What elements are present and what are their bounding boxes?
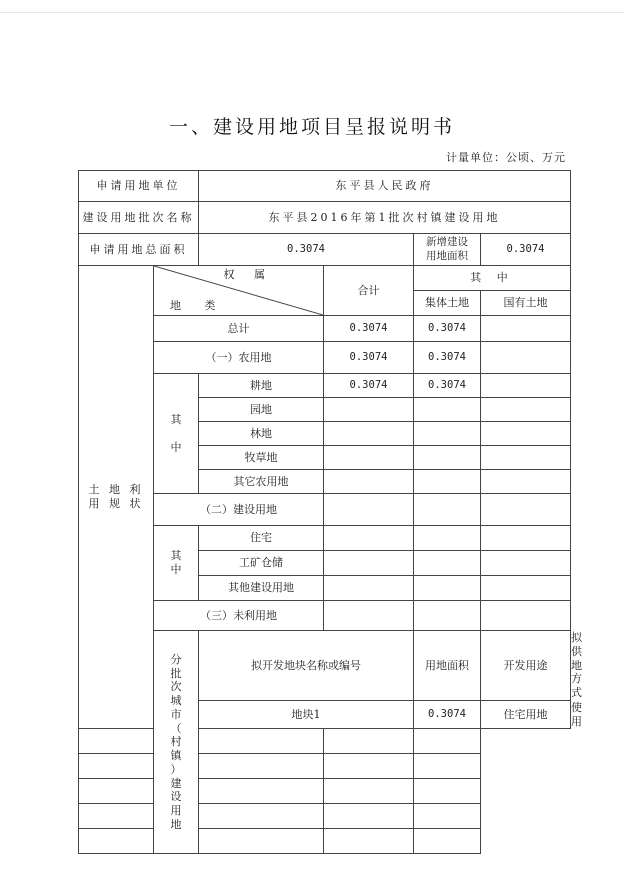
plots-section-char: 镇 bbox=[170, 749, 182, 762]
plot-use-empty bbox=[324, 829, 414, 854]
agri-row-total: 0.3074 bbox=[324, 342, 414, 374]
forest-label: 林地 bbox=[199, 422, 324, 446]
arable-state bbox=[481, 374, 571, 398]
plot-name-header: 拟开发地块名称或编号 bbox=[199, 631, 414, 701]
plot-use-empty bbox=[324, 804, 414, 829]
agri-of-which-label bbox=[154, 374, 199, 494]
plot-use-header: 开发用途 bbox=[481, 631, 571, 701]
batch-row bbox=[79, 202, 571, 234]
construction-of-which-char-1: 其 bbox=[170, 549, 182, 563]
ownership-header: 权 属 bbox=[223, 268, 273, 281]
area-row bbox=[79, 234, 571, 266]
garden-total bbox=[324, 398, 414, 422]
agri-of-which-char-2: 中 bbox=[170, 440, 182, 454]
land-use-header-row-1 bbox=[79, 266, 571, 291]
applicant-row bbox=[79, 171, 571, 202]
plots-section-char: 批 bbox=[170, 666, 182, 680]
diagonal-header-cell bbox=[154, 266, 324, 316]
plot-row: 地块1 0.3074 住宅用地 使用 bbox=[79, 700, 571, 729]
unused-label: （三）未利用地 bbox=[154, 601, 324, 631]
agri-row-state bbox=[481, 342, 571, 374]
applicant-label: 申请用地单位 bbox=[79, 171, 199, 202]
total-row-collective: 0.3074 bbox=[414, 316, 481, 342]
plot-supply-empty bbox=[414, 779, 481, 804]
residential-collective bbox=[414, 526, 481, 551]
forest-collective bbox=[414, 422, 481, 446]
new-area-label bbox=[414, 234, 481, 266]
plot-supply-empty bbox=[414, 804, 481, 829]
pasture-state bbox=[481, 446, 571, 470]
arable-total: 0.3074 bbox=[324, 374, 414, 398]
other-construction-label: 其他建设用地 bbox=[199, 576, 324, 601]
total-area-value: 0.3074 bbox=[199, 234, 414, 266]
of-which-header: 其 中 bbox=[414, 266, 571, 291]
industrial-collective bbox=[414, 551, 481, 576]
construction-collective bbox=[414, 494, 481, 526]
other-construction-state bbox=[481, 576, 571, 601]
construction-state bbox=[481, 494, 571, 526]
plot-area-empty bbox=[199, 829, 324, 854]
plots-section-char: 建 bbox=[170, 776, 182, 790]
total-row-label: 总计 bbox=[154, 316, 324, 342]
arable-collective: 0.3074 bbox=[414, 374, 481, 398]
total-area-label: 申请用地总面积 bbox=[79, 234, 199, 266]
batch-value: 东平县2016年第1批次村镇建设用地 bbox=[199, 202, 571, 234]
state-land-header: 国有土地 bbox=[481, 291, 571, 316]
plot-use: 住宅用地 bbox=[481, 700, 571, 729]
garden-collective bbox=[414, 398, 481, 422]
other-agri-label: 其它农用地 bbox=[199, 470, 324, 494]
plots-section-char: 村 bbox=[170, 735, 182, 749]
plot-area-empty bbox=[199, 729, 324, 754]
project-form-table bbox=[78, 170, 582, 854]
land-use-section-label bbox=[79, 266, 154, 729]
total-header: 合计 bbox=[324, 266, 414, 316]
new-area-value: 0.3074 bbox=[481, 234, 571, 266]
industrial-label: 工矿仓储 bbox=[199, 551, 324, 576]
plot-supply-empty bbox=[414, 729, 481, 754]
plot-area-empty bbox=[199, 804, 324, 829]
plot-row-empty bbox=[79, 729, 571, 754]
industrial-state bbox=[481, 551, 571, 576]
applicant-value: 东平县人民政府 bbox=[199, 171, 571, 202]
total-row-total: 0.3074 bbox=[324, 316, 414, 342]
unused-state bbox=[481, 601, 571, 631]
plot-use-empty bbox=[324, 779, 414, 804]
plots-section-char: 分 bbox=[170, 652, 182, 666]
arable-label: 耕地 bbox=[199, 374, 324, 398]
forest-state bbox=[481, 422, 571, 446]
plot-name: 地块1 bbox=[199, 700, 414, 729]
batch-label: 建设用地批次名称 bbox=[79, 202, 199, 234]
new-area-label-line-1: 新增建设 bbox=[426, 236, 468, 249]
plots-section-char: 次 bbox=[170, 680, 182, 694]
plot-row-empty bbox=[79, 829, 571, 854]
total-row-state bbox=[481, 316, 571, 342]
pasture-total bbox=[324, 446, 414, 470]
plot-supply-empty bbox=[414, 829, 481, 854]
plot-area-header: 用地面积 bbox=[414, 631, 481, 701]
unused-total bbox=[324, 601, 414, 631]
other-agri-total bbox=[324, 470, 414, 494]
pasture-collective bbox=[414, 446, 481, 470]
plot-area: 0.3074 bbox=[414, 700, 481, 729]
plot-name-empty bbox=[79, 829, 199, 854]
document-title: 一、建设用地项目呈报说明书 bbox=[168, 116, 455, 138]
plot-row-empty bbox=[79, 804, 571, 829]
construction-label: （二）建设用地 bbox=[154, 494, 324, 526]
plots-section-char: 市 bbox=[170, 707, 182, 721]
plots-section-char: （ bbox=[170, 721, 182, 735]
unused-collective bbox=[414, 601, 481, 631]
plot-use-empty bbox=[324, 729, 414, 754]
agri-row-collective: 0.3074 bbox=[414, 342, 481, 374]
plots-section-char: 城 bbox=[170, 694, 182, 707]
plots-section-char: 地 bbox=[170, 817, 182, 831]
new-area-label-line-2: 用地面积 bbox=[426, 249, 468, 262]
page-top-edge bbox=[0, 12, 624, 13]
industrial-total bbox=[324, 551, 414, 576]
agri-of-which-char-1: 其 bbox=[170, 412, 182, 426]
other-agri-collective bbox=[414, 470, 481, 494]
residential-label: 住宅 bbox=[199, 526, 324, 551]
plots-section-char: ） bbox=[170, 762, 182, 776]
plots-header-row: 分 批 次 城 市 （ 村 镇 ） 建 设 用 地 拟开发地块名称或编号 用地面积 开发用途 拟供地方式 bbox=[79, 631, 571, 701]
residential-total bbox=[324, 526, 414, 551]
other-agri-state bbox=[481, 470, 571, 494]
plot-supply-empty bbox=[414, 754, 481, 779]
agri-row-label: （一）农用地 bbox=[154, 342, 324, 374]
construction-of-which-label bbox=[154, 526, 199, 601]
construction-of-which-char-2: 中 bbox=[170, 563, 182, 576]
garden-label: 园地 bbox=[199, 398, 324, 422]
category-header: 地 类 bbox=[170, 299, 226, 313]
land-use-section-label-line-2: 用 规 状 bbox=[88, 497, 144, 511]
plot-use-empty bbox=[324, 754, 414, 779]
plots-section-char: 用 bbox=[170, 804, 182, 817]
garden-state bbox=[481, 398, 571, 422]
other-construction-collective bbox=[414, 576, 481, 601]
plot-area-empty bbox=[199, 754, 324, 779]
forest-total bbox=[324, 422, 414, 446]
residential-state bbox=[481, 526, 571, 551]
plot-row-empty bbox=[79, 754, 571, 779]
unit-note: 计量单位：公顷、万元 bbox=[446, 151, 566, 164]
plots-section-char: 设 bbox=[170, 790, 182, 804]
plot-row-empty bbox=[79, 779, 571, 804]
plot-area-empty bbox=[199, 779, 324, 804]
construction-total bbox=[324, 494, 414, 526]
other-construction-total bbox=[324, 576, 414, 601]
collective-land-header: 集体土地 bbox=[414, 291, 481, 316]
pasture-label: 牧草地 bbox=[199, 446, 324, 470]
land-use-section-label-line-1: 土 地 利 bbox=[88, 483, 144, 497]
